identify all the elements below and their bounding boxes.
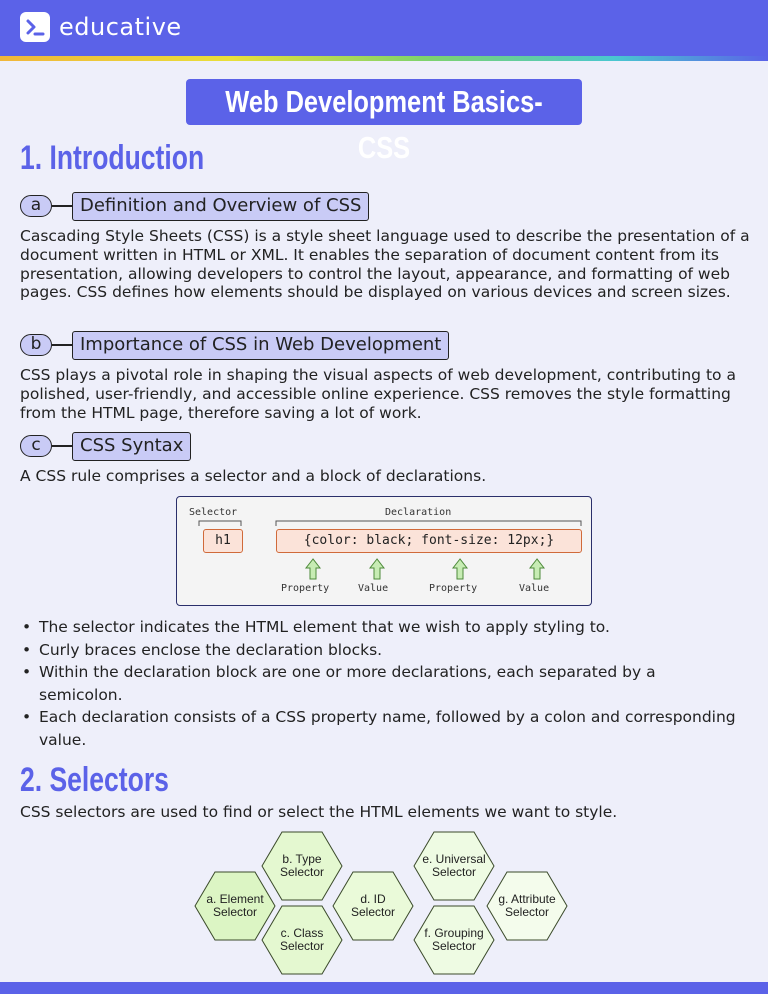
- paragraph-importance: CSS plays a pivotal role in shaping the visual aspects of web development, contributing to a polished, user-friendly, and accessible online experience. CSS removes the style formatting from the HTML page, therefore saving a lot of work.: [20, 366, 736, 422]
- subsection-title: Importance of CSS in Web Development: [72, 331, 449, 360]
- up-arrow-icon: [530, 559, 544, 579]
- section-heading-introduction: 1. Introduction: [20, 139, 205, 177]
- paragraph-definition: Cascading Style Sheets (CSS) is a style sheet language used to describe the presentation of a document written in HTML or XML. It enables the separation of document content from its presentation, allowing developers to control the layout, appearance, and formatting of web pages. CSS defines how elements should be displayed on various devices and screen sizes.: [20, 227, 750, 302]
- header-divider: [0, 56, 768, 61]
- arrow-label-property: Property: [429, 583, 478, 594]
- selector-attribute-label: g. Attribute Selector: [498, 892, 556, 919]
- selector-caption: Selector: [189, 507, 238, 518]
- selector-element-label: a. Element Selector: [206, 892, 264, 919]
- terminal-icon: [20, 12, 50, 42]
- list-item: • Within the declaration block are one or more declarations, each separated by a semicolon.: [20, 661, 750, 706]
- subsection-title: Definition and Overview of CSS: [72, 192, 369, 221]
- footer-bar: [0, 982, 768, 994]
- syntax-notes-list: [20, 616, 750, 751]
- subsection-header-b: [20, 330, 449, 360]
- selector-universal-label: e. Universal Selector: [422, 852, 486, 879]
- list-item: • Each declaration consists of a CSS property name, followed by a colon and corresponding value.: [20, 706, 750, 751]
- selector-id-label: d. ID Selector: [350, 892, 396, 919]
- header-bar: [0, 0, 768, 56]
- brand-name: educative: [59, 13, 182, 41]
- section-heading-selectors: 2. Selectors: [20, 761, 169, 799]
- list-item: • The selector indicates the HTML element that we wish to apply styling to.: [20, 616, 750, 639]
- up-arrow-icon: [306, 559, 320, 579]
- subsection-header-a: [20, 191, 369, 221]
- selector-value: h1: [203, 529, 243, 553]
- selector-types-diagram: [190, 830, 580, 990]
- subsection-letter: a: [20, 195, 52, 217]
- declaration-caption: Declaration: [385, 507, 452, 518]
- brand-logo[interactable]: [20, 12, 182, 42]
- css-syntax-diagram: [176, 496, 592, 606]
- connector-line: [52, 344, 72, 346]
- subsection-title: CSS Syntax: [72, 432, 191, 461]
- page-title: Web Development Basics-CSS: [186, 79, 582, 125]
- up-arrow-icon: [453, 559, 467, 579]
- connector-line: [52, 205, 72, 207]
- selector-class-label: c. Class Selector: [279, 926, 325, 953]
- paragraph-selectors: CSS selectors are used to find or select the HTML elements we want to style.: [20, 803, 618, 821]
- selector-grouping-label: f. Grouping Selector: [424, 926, 484, 953]
- selector-type-label: b. Type Selector: [279, 852, 325, 879]
- subsection-letter: c: [20, 435, 52, 457]
- declaration-value: {color: black; font-size: 12px;}: [276, 529, 582, 553]
- up-arrow-icon: [370, 559, 384, 579]
- connector-line: [52, 445, 72, 447]
- subsection-header-c: [20, 431, 191, 461]
- arrow-label-value: Value: [519, 583, 550, 594]
- paragraph-syntax: A CSS rule comprises a selector and a block of declarations.: [20, 467, 487, 485]
- arrow-label-property: Property: [281, 583, 330, 594]
- subsection-letter: b: [20, 334, 52, 356]
- arrow-label-value: Value: [358, 583, 389, 594]
- list-item: • Curly braces enclose the declaration blocks.: [20, 639, 750, 662]
